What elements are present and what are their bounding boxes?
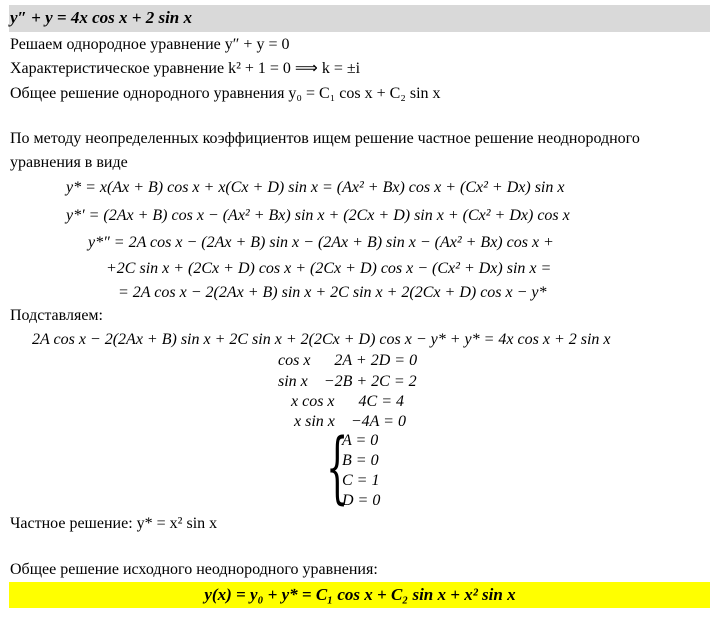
system-b: B = 0 [342,452,379,469]
header-equation: y″ + y = 4x cos x + 2 sin x [10,8,192,27]
characteristic-line: Характеристическое уравнение k² + 1 = 0 ⟹ k = ±i [10,60,361,77]
ystar-derivative-2-a: y*″ = 2A cos x − (2Ax + B) sin x − (2Ax + B) sin x − (Ax² + Bx) cos x + [88,234,554,251]
coefficient-cos: cos x 2A + 2D = 0 [278,352,418,369]
ystar-derivative-1: y*′ = (2Ax + B) cos x − (Ax² + Bx) sin x + (2Cx + D) sin x + (Cx² + Dx) cos x [66,207,570,224]
system-a: A = 0 [342,432,379,449]
substituted-equation: 2A cos x − 2(2Ax + B) sin x + 2C sin x + 2(2Cx + D) cos x − y* + y* = 4x cos x + 2 sin x [32,331,611,348]
ystar-equation: y* = x(Ax + B) cos x + x(Cx + D) sin x = (Ax² + Bx) cos x + (Cx² + Dx) sin x [66,179,565,196]
final-equation: y(x) = y₀ + y* = C₁ cos x + C₂ sin x + x² sin x [204,585,516,604]
method-line-1: По методу неопределенных коэффициентов ищем решение частное решение неоднородного [10,130,640,147]
method-line-2: уравнения в виде [10,154,128,171]
ystar-derivative-2-c: = 2A cos x − 2(2Ax + B) sin x + 2C sin x + 2(2Cx + D) cos x − y* [118,284,547,301]
coefficient-xcos: x cos x 4C = 4 [291,393,404,410]
general-homogeneous-line: Общее решение однородного уравнения y₀ = C₁ cos x + C₂ sin x [10,85,441,102]
ystar-derivative-2-b: +2C sin x + (2Cx + D) cos x + (2Cx + D) cos x − (Cx² + Dx) sin x = [106,260,552,277]
system-d: D = 0 [342,492,381,509]
coefficient-xsin: x sin x −4A = 0 [294,413,406,430]
coefficient-sin: sin x −2B + 2C = 2 [278,373,417,390]
substitute-label: Подставляем: [10,307,103,324]
system-c: C = 1 [342,472,380,489]
system-brace: { [326,423,349,513]
homogeneous-line: Решаем однородное уравнение y″ + y = 0 [10,36,290,53]
general-solution-label: Общее решение исходного неоднородного уравнения: [10,561,378,578]
particular-solution: Частное решение: y* = x² sin x [10,515,218,532]
